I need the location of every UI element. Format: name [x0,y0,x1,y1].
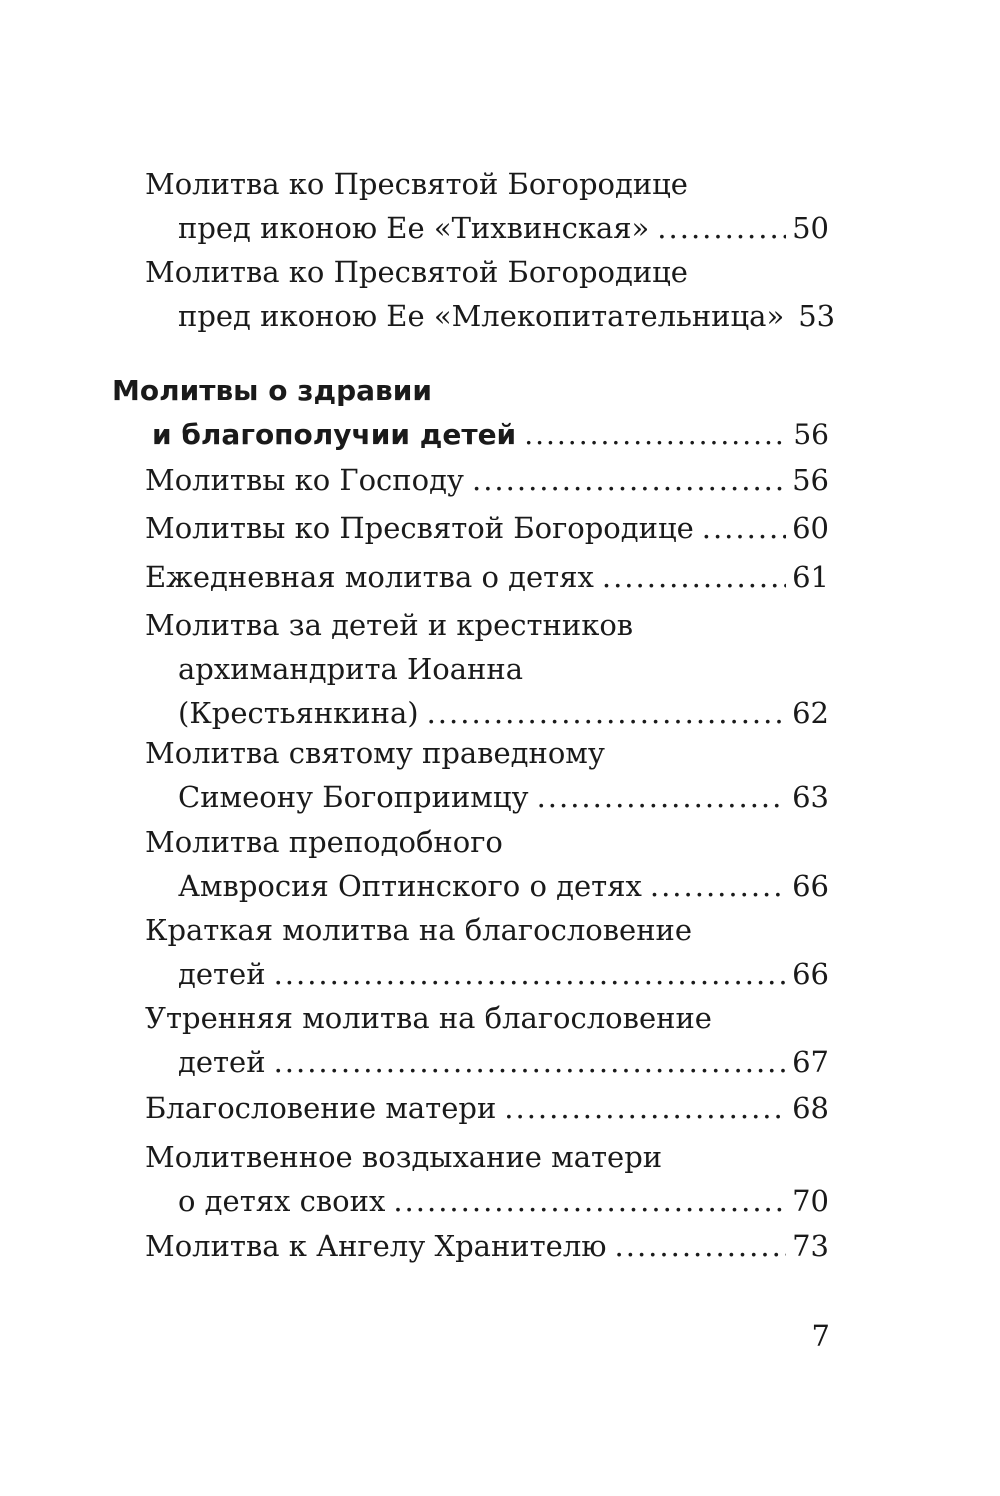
toc-entry-line [145,1040,829,1084]
toc-entry-title: Амвросия Оптинского о детях [178,869,642,903]
toc-entry-title: Ежедневная молитва о детях [145,560,594,594]
dot-leader [537,775,787,819]
toc-entry-title: Утренняя молитва на благословение [145,1001,712,1035]
toc-entry [145,820,829,908]
section-title: Молитвы о здравии [112,374,433,407]
toc-page-number: 50 [792,211,829,245]
toc-entry-title: Молитвы ко Господу [145,463,464,497]
toc-page-number: 62 [792,696,829,730]
toc-entry [145,1224,829,1268]
dot-leader [504,1086,786,1130]
toc-page-number: 73 [792,1229,829,1263]
toc-entry [145,458,829,502]
toc-entry [145,250,836,338]
toc-entry-title: Симеону Богоприимцу [178,780,529,814]
toc-page-number: 66 [792,957,829,991]
dot-leader [602,555,786,599]
toc-page-number: 61 [792,560,829,594]
toc-entry-title: Молитва преподобного [145,825,503,859]
toc-page-number: 53 [798,299,836,333]
toc-page-number: 66 [792,869,829,903]
toc-entry-title: Молитва ко Пресвятой Богородице [145,167,688,201]
dot-leader [702,506,786,550]
toc-page-number: 70 [792,1184,829,1218]
toc-entry-title: Молитва ко Пресвятой Богородице [145,255,688,289]
toc-page-number: 56 [793,418,829,451]
page-number: 7 [811,1319,830,1353]
toc-entry [145,996,829,1084]
dot-leader [274,952,787,996]
toc-page-number: 60 [792,511,829,545]
toc-page-number: 63 [792,780,829,814]
toc-entry-title: Молитва за детей и крестников [145,608,634,642]
toc-entry-line [145,458,829,502]
toc-entry-title: пред иконою Ее «Млекопитательница» [178,299,785,333]
dot-leader [657,206,786,250]
toc-page-number: 56 [792,463,829,497]
toc-page-number: 68 [792,1091,829,1125]
dot-leader [274,1040,787,1084]
toc-page-number: 67 [792,1045,829,1079]
toc-entry-title: детей [178,957,266,991]
toc-entry-line [145,506,829,550]
toc-entry-title: архимандрита Иоанна [178,652,523,686]
dot-leader [615,1224,787,1268]
toc-entry [145,162,829,250]
dot-leader [393,1179,786,1223]
toc-entry-title: Молитвы ко Пресвятой Богородице [145,511,694,545]
toc-entry [145,1135,829,1223]
toc-entry-title: пред иконою Ее «Тихвинская» [178,211,650,245]
toc-entry-title: (Крестьянкина) [178,696,419,730]
toc-entry-line [112,413,829,457]
toc-entry-line [145,555,829,599]
dot-leader [650,864,786,908]
toc-entry-title: Краткая молитва на благословение [145,913,693,947]
toc-entry-line [145,206,829,250]
toc-entry-line [145,691,829,735]
toc-entry-line [145,1224,829,1268]
dot-leader [524,413,787,457]
toc-entry [145,908,829,996]
toc-entry-title: Молитва к Ангелу Хранителю [145,1229,607,1263]
toc-entry [145,555,829,599]
toc-entry-line [145,294,836,338]
dot-leader [427,691,787,735]
toc-entry [145,506,829,550]
toc-section-heading [112,369,829,457]
toc-entry-line [145,952,829,996]
toc-entry-title: Молитвенное воздыхание матери [145,1140,663,1174]
toc-entry-line [145,775,829,819]
toc-entry-title: о детях своих [178,1184,386,1218]
section-title: и благополучии детей [152,418,517,451]
dot-leader [472,458,786,502]
toc-entry [145,1086,829,1130]
toc-entry [145,603,829,735]
toc-entry-title: детей [178,1045,266,1079]
toc-entry [145,731,829,819]
toc-entry-line [145,1179,829,1223]
toc-entry-title: Молитва святому праведному [145,736,605,770]
toc-entry-title: Благословение матери [145,1091,497,1125]
toc-entry-line [145,864,829,908]
toc-entry-line [145,1086,829,1130]
